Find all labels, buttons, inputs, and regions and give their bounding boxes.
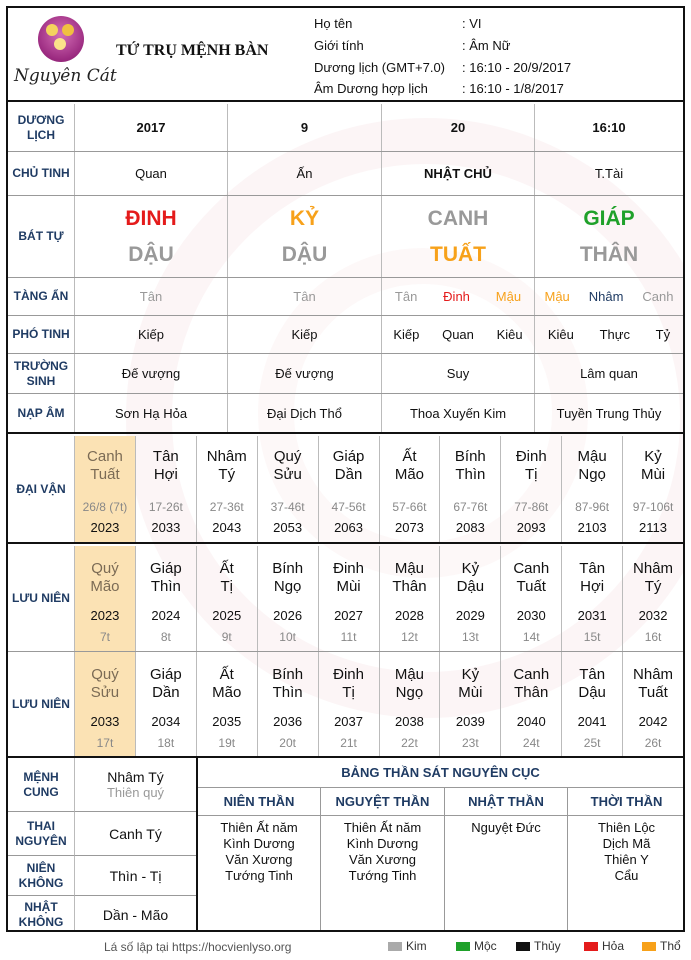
row-label: ĐẠI VẬN bbox=[16, 481, 66, 496]
row-bat-tu bbox=[8, 196, 683, 278]
dai-van-cell bbox=[379, 436, 440, 542]
age-range: 67-76t bbox=[453, 500, 488, 514]
stem-label: Ất bbox=[219, 560, 234, 577]
stem-label: Ất bbox=[219, 666, 234, 683]
than-sat-item: Nguyệt Đức bbox=[471, 820, 541, 835]
dai-van-cell bbox=[74, 436, 135, 542]
stem-label: Giáp bbox=[332, 448, 365, 465]
branch-label: Thìn bbox=[150, 578, 181, 595]
age-label: 17t bbox=[96, 736, 114, 750]
branch-label: Tuất bbox=[516, 578, 546, 595]
branch-label: Tuất bbox=[90, 466, 120, 483]
branch-label: Mùi bbox=[336, 578, 361, 595]
luu-nien-cell bbox=[500, 546, 561, 651]
hour-cell: 16:10 bbox=[534, 104, 683, 151]
branch-label: Thân bbox=[514, 684, 549, 701]
pho-tinh-month: Kiếp bbox=[227, 316, 381, 353]
swatch-icon bbox=[642, 942, 656, 951]
nhat-khong-value: Dần - Mão bbox=[74, 896, 196, 932]
start-year: 2053 bbox=[273, 520, 303, 535]
pillar-stem: KỶ bbox=[289, 206, 320, 230]
sub-star: Kiêu bbox=[547, 327, 574, 342]
pho-tinh-day bbox=[381, 316, 534, 353]
than-sat-item: Kình Dương bbox=[346, 836, 419, 851]
than-sat-item: Thiên Ất năm bbox=[343, 820, 422, 835]
pillar-stem: GIÁP bbox=[583, 206, 635, 230]
branch-label: Thân bbox=[392, 578, 427, 595]
row-label: DƯƠNG LỊCH bbox=[17, 112, 65, 142]
luu-nien-cell bbox=[257, 652, 318, 756]
year-label: 2040 bbox=[516, 714, 546, 729]
age-range: 87-96t bbox=[575, 500, 610, 514]
logo-text: Nguyên Cát bbox=[14, 66, 117, 86]
luu-nien-cell bbox=[135, 652, 196, 756]
stem-label: Tân bbox=[579, 560, 606, 577]
than-sat-item: Dịch Mã bbox=[602, 836, 651, 851]
hidden-stem: Tân bbox=[139, 289, 163, 304]
age-label: 16t bbox=[644, 630, 662, 644]
start-year: 2113 bbox=[639, 520, 668, 535]
thai-nguyen-value: Canh Tý bbox=[74, 812, 196, 856]
pillar-stem: ĐINH bbox=[125, 206, 177, 230]
than-sat-item: Thiên Lộc bbox=[597, 820, 656, 835]
start-year: 2083 bbox=[455, 520, 485, 535]
row-luu-nien-2 bbox=[8, 652, 683, 758]
luu-nien-cell bbox=[379, 652, 440, 756]
row-nap-am bbox=[8, 394, 683, 434]
dai-van-cell bbox=[500, 436, 561, 542]
branch-label: Thìn bbox=[272, 684, 303, 701]
age-label: 19t bbox=[218, 736, 236, 750]
stem-label: Bính bbox=[272, 560, 304, 577]
pillar-month bbox=[227, 196, 381, 277]
stem-label: Đinh bbox=[333, 666, 364, 683]
legend-hoa: Hỏa bbox=[584, 939, 624, 953]
than-sat-item: Văn Xương bbox=[225, 852, 293, 867]
branch-label: Mão bbox=[394, 466, 425, 483]
branch-label: Hợi bbox=[153, 466, 178, 483]
menh-cung-main: Nhâm Tý bbox=[107, 769, 164, 785]
nien-khong-label: NIÊN KHÔNG bbox=[8, 856, 74, 896]
luu-nien-cell bbox=[439, 546, 500, 651]
stem-label: Nhâm bbox=[633, 560, 674, 577]
stem-label: Kỷ bbox=[461, 560, 480, 577]
stem-label: Ất bbox=[402, 448, 417, 465]
branch-label: Tị bbox=[220, 578, 233, 595]
branch-label: Dậu bbox=[578, 684, 606, 701]
start-year: 2073 bbox=[394, 520, 424, 535]
luu-nien-cell bbox=[318, 546, 379, 651]
branch-label: Hợi bbox=[580, 578, 605, 595]
age-label: 13t bbox=[461, 630, 479, 644]
row-label: TÀNG ẨN bbox=[13, 289, 69, 303]
tang-an-day bbox=[381, 278, 534, 315]
pho-tinh-hour bbox=[534, 316, 683, 353]
than-sat-item: Cẩu bbox=[614, 868, 639, 883]
branch-label: Sửu bbox=[273, 466, 302, 483]
thoi-than-col bbox=[567, 788, 685, 932]
age-range: 26/8 (7t) bbox=[82, 500, 128, 514]
pillar-branch: THÂN bbox=[579, 242, 639, 266]
row-label: LƯU NIÊN bbox=[12, 696, 70, 711]
row-dai-van bbox=[8, 436, 683, 544]
age-label: 25t bbox=[583, 736, 601, 750]
menh-cung-label: MỆNH CUNG bbox=[8, 758, 74, 812]
hidden-stem: Nhâm bbox=[588, 289, 624, 304]
stem-label: Canh bbox=[87, 448, 123, 465]
header: Nguyên Cát TỨ TRỤ MỆNH BÀN Họ tên : VI Giới tính : Âm Nữ Dương lịch (GMT+7.0) : 16:10 - 20/9/2017 Âm Dương hợp lịch : 16:10 - 1/8/2017 bbox=[8, 8, 683, 102]
branch-label: Dần bbox=[334, 466, 363, 483]
age-label: 23t bbox=[461, 736, 479, 750]
than-sat-title: BẢNG THẦN SÁT NGUYÊN CỤC bbox=[198, 758, 683, 788]
legend-moc: Mộc bbox=[456, 939, 497, 953]
col-heading: NHẬT THẦN bbox=[445, 788, 567, 816]
row-label: NẠP ÂM bbox=[17, 405, 65, 420]
branch-label: Tị bbox=[524, 466, 538, 483]
age-label: 12t bbox=[401, 630, 418, 644]
nhat-than-col bbox=[444, 788, 567, 932]
row-label: TRƯỜNG SINH bbox=[13, 358, 69, 388]
year-label: 2033 bbox=[90, 714, 120, 729]
stem-label: Đinh bbox=[515, 448, 547, 465]
than-sat-item: Thiên Y bbox=[604, 852, 649, 867]
age-label: 9t bbox=[221, 630, 232, 644]
than-sat-item: Văn Xương bbox=[348, 852, 417, 867]
than-sat-table bbox=[196, 758, 683, 932]
branch-label: Tý bbox=[218, 466, 236, 483]
row-label: BÁT TỰ bbox=[18, 229, 64, 243]
start-year: 2033 bbox=[151, 520, 181, 535]
year-label: 2025 bbox=[212, 608, 242, 623]
luu-nien-cell bbox=[622, 546, 683, 651]
year-label: 2028 bbox=[394, 608, 424, 623]
stem-label: Quý bbox=[91, 560, 119, 577]
age-range: 97-106t bbox=[632, 500, 674, 514]
stem-label: Giáp bbox=[149, 560, 182, 577]
col-heading: THỜI THẦN bbox=[568, 788, 685, 816]
source-link[interactable]: Lá số lập tại https://hocvienlyso.org bbox=[104, 940, 292, 954]
luu-nien-cell bbox=[561, 546, 622, 651]
luu-nien-cell bbox=[379, 546, 440, 651]
branch-label: Dậu bbox=[456, 578, 485, 595]
branch-label: Tý bbox=[644, 578, 662, 595]
hidden-stem: Mậu bbox=[495, 289, 522, 304]
age-label: 14t bbox=[522, 630, 540, 644]
nguyet-than-col bbox=[320, 788, 444, 932]
dai-van-cell bbox=[135, 436, 196, 542]
row-label: CHỦ TINH bbox=[12, 166, 70, 180]
nap-am-hour: Tuyền Trung Thủy bbox=[534, 394, 683, 432]
stem-label: Mậu bbox=[394, 560, 425, 577]
branch-label: Mão bbox=[212, 684, 242, 701]
stem-label: Giáp bbox=[149, 666, 182, 683]
luu-nien-cell bbox=[196, 652, 257, 756]
row-pho-tinh bbox=[8, 316, 683, 354]
branch-label: Thìn bbox=[455, 466, 486, 483]
age-label: 22t bbox=[401, 736, 418, 750]
year-label: 2035 bbox=[212, 714, 242, 729]
year-label: 2031 bbox=[577, 608, 607, 623]
swatch-icon bbox=[584, 942, 598, 951]
truong-sinh-day: Suy bbox=[381, 354, 534, 393]
year-label: 2034 bbox=[151, 714, 181, 729]
swatch-icon bbox=[456, 942, 470, 951]
dai-van-cell bbox=[439, 436, 500, 542]
age-range: 17-26t bbox=[148, 500, 183, 514]
branch-label: Mùi bbox=[640, 466, 666, 483]
row-chu-tinh bbox=[8, 152, 683, 196]
branch-label: Mùi bbox=[458, 684, 483, 701]
chu-tinh-month: Ấn bbox=[227, 152, 381, 195]
chu-tinh-day: NHẬT CHỦ bbox=[381, 152, 534, 195]
age-range: 37-46t bbox=[270, 500, 305, 514]
than-sat-item: Thiên Ất năm bbox=[220, 820, 298, 835]
luu-nien-grid bbox=[74, 652, 683, 756]
than-sat-item: Tướng Tinh bbox=[348, 868, 417, 883]
row-duong-lich bbox=[8, 104, 683, 152]
nap-am-year: Sơn Hạ Hỏa bbox=[74, 394, 227, 432]
year-label: 2037 bbox=[334, 714, 363, 729]
tang-an-year bbox=[74, 278, 227, 315]
dai-van-cell bbox=[257, 436, 318, 542]
sub-star: Kiếp bbox=[393, 327, 420, 342]
sub-star: Kiêu bbox=[496, 327, 523, 342]
age-label: 10t bbox=[279, 630, 296, 644]
stem-label: Tân bbox=[152, 448, 179, 465]
year-label: 2023 bbox=[90, 608, 120, 623]
hidden-stem: Canh bbox=[642, 289, 674, 304]
stem-label: Bính bbox=[454, 448, 486, 465]
branch-label: Tị bbox=[342, 684, 355, 701]
age-range: 57-66t bbox=[392, 500, 427, 514]
dai-van-cell bbox=[561, 436, 622, 542]
year-label: 2041 bbox=[577, 714, 607, 729]
start-year: 2063 bbox=[334, 520, 363, 535]
age-range: 47-56t bbox=[331, 500, 366, 514]
page-title: TỨ TRỤ MỆNH BÀN bbox=[116, 42, 269, 59]
legend-thuy: Thủy bbox=[516, 939, 561, 953]
nien-khong-value: Thìn - Tị bbox=[74, 856, 196, 896]
row-label: LƯU NIÊN bbox=[12, 591, 70, 605]
col-heading: NGUYỆT THẦN bbox=[321, 788, 444, 816]
row-tang-an bbox=[8, 278, 683, 316]
nap-am-day: Thoa Xuyến Kim bbox=[381, 394, 534, 432]
year-label: 2039 bbox=[455, 714, 485, 729]
year-label: 2029 bbox=[455, 608, 485, 623]
age-range: 27-36t bbox=[209, 500, 244, 514]
bottom-section bbox=[8, 758, 683, 932]
start-year: 2023 bbox=[90, 520, 120, 535]
pillar-branch: DẬU bbox=[281, 242, 328, 266]
luu-nien-cell bbox=[135, 546, 196, 651]
tang-an-month bbox=[227, 278, 381, 315]
legend-kim: Kim bbox=[388, 939, 427, 953]
truong-sinh-month: Đế vượng bbox=[227, 354, 381, 393]
year-label: 2036 bbox=[273, 714, 303, 729]
luu-nien-cell bbox=[622, 652, 683, 756]
chu-tinh-hour: T.Tài bbox=[534, 152, 683, 195]
luu-nien-cell bbox=[439, 652, 500, 756]
year-label: 2030 bbox=[516, 608, 546, 623]
stem-label: Đinh bbox=[333, 560, 364, 577]
chu-tinh-year: Quan bbox=[74, 152, 227, 195]
truong-sinh-hour: Lâm quan bbox=[534, 354, 683, 393]
pillar-day bbox=[381, 196, 534, 277]
pillar-year bbox=[74, 196, 227, 277]
menh-cung-sub: Thiên quý bbox=[106, 785, 165, 800]
age-label: 15t bbox=[583, 630, 601, 644]
stem-label: Kỷ bbox=[644, 448, 662, 465]
thai-nguyen-label: THAI NGUYÊN bbox=[8, 812, 74, 856]
age-label: 24t bbox=[522, 736, 540, 750]
luu-nien-cell bbox=[257, 546, 318, 651]
branch-label: Tuất bbox=[638, 684, 668, 701]
stem-label: Canh bbox=[513, 560, 550, 577]
hidden-stem: Mậu bbox=[544, 289, 570, 304]
tang-an-hour bbox=[534, 278, 683, 315]
stem-label: Nhâm bbox=[633, 666, 674, 683]
than-sat-item: Kình Dương bbox=[223, 836, 295, 851]
stem-label: Tân bbox=[579, 666, 606, 683]
luu-nien-cell bbox=[500, 652, 561, 756]
age-label: 20t bbox=[279, 736, 296, 750]
stem-label: Bính bbox=[272, 666, 304, 683]
age-label: 18t bbox=[157, 736, 175, 750]
sub-star: Quan bbox=[442, 327, 474, 342]
hidden-stem: Tân bbox=[293, 289, 316, 304]
hidden-stem: Đinh bbox=[443, 289, 470, 304]
year-label: 2027 bbox=[334, 608, 363, 623]
age-label: 11t bbox=[340, 630, 357, 644]
menh-cung-value bbox=[74, 758, 196, 812]
luu-nien-cell bbox=[74, 652, 135, 756]
row-luu-nien-1 bbox=[8, 546, 683, 652]
month-cell: 9 bbox=[227, 104, 381, 151]
luu-nien-cell bbox=[561, 652, 622, 756]
dai-van-cell bbox=[622, 436, 683, 542]
pho-tinh-year: Kiếp bbox=[74, 316, 227, 353]
nien-than-col bbox=[198, 788, 320, 932]
pillar-branch: DẬU bbox=[128, 242, 174, 266]
stem-label: Mậu bbox=[577, 448, 607, 465]
branch-label: Ngọ bbox=[578, 466, 606, 483]
age-label: 26t bbox=[644, 736, 662, 750]
pillar-branch: TUẤT bbox=[430, 242, 486, 266]
nhat-khong-label: NHẬT KHÔNG bbox=[18, 900, 64, 929]
stem-label: Quý bbox=[91, 666, 119, 683]
luu-nien-cell bbox=[74, 546, 135, 651]
age-label: 8t bbox=[160, 630, 171, 644]
dai-van-cell bbox=[196, 436, 257, 542]
age-label: 21t bbox=[340, 736, 357, 750]
col-heading: NIÊN THẦN bbox=[198, 788, 320, 816]
stem-label: Canh bbox=[513, 666, 550, 683]
logo-icon bbox=[38, 16, 84, 62]
branch-label: Ngọ bbox=[395, 684, 424, 701]
day-cell: 20 bbox=[381, 104, 534, 151]
than-sat-item: Tướng Tinh bbox=[225, 868, 293, 883]
luu-nien-cell bbox=[318, 652, 379, 756]
truong-sinh-year: Đế vượng bbox=[74, 354, 227, 393]
swatch-icon bbox=[388, 942, 402, 951]
hidden-stem: Tân bbox=[394, 289, 418, 304]
stem-label: Kỷ bbox=[461, 666, 480, 683]
luu-nien-grid bbox=[74, 546, 683, 651]
nap-am-month: Đại Dịch Thổ bbox=[227, 394, 381, 432]
age-range: 77-86t bbox=[514, 500, 549, 514]
pillar-hour bbox=[534, 196, 683, 277]
start-year: 2043 bbox=[212, 520, 242, 535]
dai-van-grid bbox=[74, 436, 683, 542]
start-year: 2093 bbox=[516, 520, 546, 535]
branch-label: Sửu bbox=[90, 684, 120, 701]
legend-tho: Thổ bbox=[642, 939, 681, 953]
swatch-icon bbox=[516, 942, 530, 951]
sub-star: Tỷ bbox=[655, 327, 671, 342]
luu-nien-cell bbox=[196, 546, 257, 651]
age-label: 7t bbox=[99, 630, 110, 644]
row-truong-sinh bbox=[8, 354, 683, 394]
year-cell: 2017 bbox=[74, 104, 227, 151]
stem-label: Mậu bbox=[394, 666, 425, 683]
dai-van-cell bbox=[318, 436, 379, 542]
year-label: 2042 bbox=[638, 714, 668, 729]
year-label: 2032 bbox=[638, 608, 668, 623]
branch-label: Ngọ bbox=[273, 578, 302, 595]
stem-label: Quý bbox=[273, 448, 302, 465]
pillar-stem: CANH bbox=[427, 206, 489, 230]
branch-label: Dần bbox=[152, 684, 180, 701]
chart-sheet bbox=[6, 6, 685, 932]
start-year: 2103 bbox=[577, 520, 607, 535]
sub-star: Thực bbox=[599, 327, 630, 342]
stem-label: Nhâm bbox=[206, 448, 247, 465]
year-label: 2038 bbox=[394, 714, 424, 729]
branch-label: Mão bbox=[90, 578, 120, 595]
footer bbox=[0, 934, 691, 960]
year-label: 2026 bbox=[273, 608, 303, 623]
row-label: PHÓ TINH bbox=[12, 327, 70, 341]
year-label: 2024 bbox=[151, 608, 181, 623]
